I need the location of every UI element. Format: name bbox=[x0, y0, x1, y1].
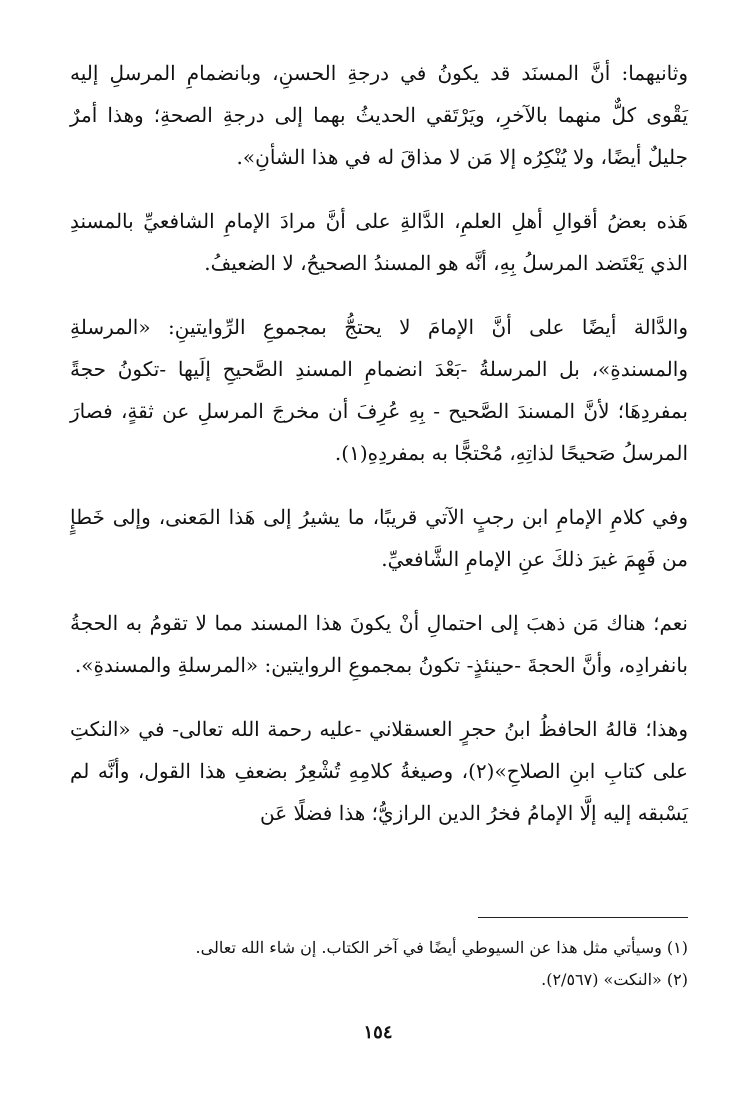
paragraph-gap bbox=[70, 178, 688, 200]
paragraph-gap bbox=[70, 474, 688, 496]
paragraph-4: وفي كلامِ الإمامِ ابن رجبٍ الآتي قريبًا، ما يشيرُ إلى هَذا المَعنى، وإلى خَطإٍ من فَهِمَ غيرَ ذلكَ عنِ الإمامِ الشَّافعيِّ. bbox=[70, 505, 688, 571]
footnote-2: (٢) «النكت» (٢/٥٦٧). bbox=[541, 970, 688, 989]
page-number: ١٥٤ bbox=[363, 1022, 393, 1043]
footnote-separator bbox=[478, 917, 688, 918]
paragraph-gap bbox=[70, 284, 688, 306]
footnotes bbox=[70, 932, 688, 996]
paragraph-1: وثانيهما: أنَّ المسنَد قد يكونُ في درجةِ الحسنِ، وبانضمامِ المرسلِ إليه يَقْوى كلٌّ منهما بالآخرِ، ويَرْتَقي الحديثُ بهما إلى درجةِ الصحةِ؛ وهذا أمرٌ جليلٌ أيضًا، ولا يُنْكِرُه إلا مَن لا مذاقَ له في هذا الشأنِ». bbox=[70, 61, 688, 169]
paragraph-5: نعم؛ هناك مَن ذهبَ إلى احتمالِ أنْ يكونَ هذا المسند مما لا تقومُ به الحجةُ بانفرادِه، وأنَّ الحجةَ -حينئذٍ- تكونُ بمجموعِ الروايتين: «المرسلةِ والمسندةِ». bbox=[70, 611, 688, 677]
paragraph-3: والدَّالة أيضًا على أنَّ الإمامَ لا يحتجُّ بمجموعِ الرِّوايتينِ: «المرسلةِ والمسندةِ»، بل المرسلةُ -بَعْدَ انضمامِ المسندِ الصَّحيحِ إلَيها -تكونُ حجةً بمفردِهَا؛ لأنَّ المسندَ الصَّحيح - بِهِ عُرِفَ أن مخرجَ المرسلِ عن ثقةٍ، فصارَ المرسلُ صَحيحًا لذاتِهِ، مُحْتجًّا به بمفردِهِ(١). bbox=[70, 315, 688, 465]
footnote-1: (١) وسيأتي مثل هذا عن السيوطي أيضًا في آخر الكتاب. إن شاء الله تعالى. bbox=[195, 938, 688, 957]
paragraph-6: وهذا؛ قالهُ الحافظُ ابنُ حجرٍ العسقلاني -عليه رحمة الله تعالى- في «النكتِ على كتابِ ابنِ الصلاحِ»(٢)، وصيغةُ كلامِهِ تُشْعِرُ بضعفِ هذا القول، وأنَّه لم يَسْبقه إليه إلَّا الإمامُ فخرُ الدين الرازيُّ؛ هذا فضلًا عَن bbox=[70, 717, 688, 825]
paragraph-gap bbox=[70, 686, 688, 708]
paragraph-2: هَذه بعضُ أقوالِ أهلِ العلمِ، الدَّالةِ على أنَّ مرادَ الإمامِ الشافعيِّ بالمسندِ الذي يَعْتَضد المرسلُ بِهِ، أنَّه هو المسندُ الصحيحُ، لا الضعيفُ. bbox=[70, 209, 688, 275]
paragraph-gap bbox=[70, 580, 688, 602]
